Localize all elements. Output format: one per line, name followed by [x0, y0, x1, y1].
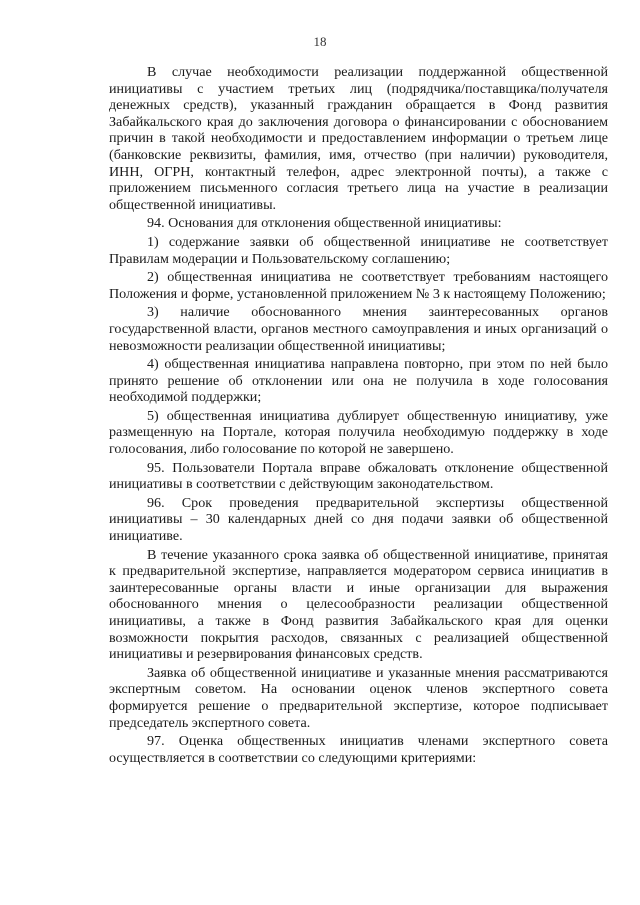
paragraph-96-review: В течение указанного срока заявка об общественной инициативе, принятая к предварительной экспертизе, направляется модератором сервиса инициатив в заинтересованные органы власти и иные организации для выражения обоснованного мнения о целесообразности реализации общественной инициативы, а также в Фонд развития Забайкальского края для оценки возможности покрытия расходов, связанных с реализацией общественной инициативы и резервирования финансовых средств.	[109, 546, 608, 663]
paragraph-94-item-4: 4) общественная инициатива направлена повторно, при этом по ней было принято решение об отклонении или она не получила в ходе голосования необходимой поддержки;	[109, 356, 608, 406]
paragraph-94-item-1: 1) содержание заявки об общественной инициативе не соответствует Правилам модерации и Пользовательскому соглашению;	[109, 233, 608, 267]
paragraph-94-heading: 94. Основания для отклонения общественной инициативы:	[147, 215, 502, 232]
paragraph-94-item-2: 2) общественная инициатива не соответствует требованиям настоящего Положения и форме, установленной приложением № 3 к настоящему Положению;	[109, 269, 608, 302]
paragraph-third-party: В случае необходимости реализации поддержанной общественной инициативы с участием третьих лиц (подрядчика/поставщика/получателя денежных средств), указанный гражданин обращается в Фонд развития Забайкальского края до заключения договора о финансировании с обоснованием причин в такой необходимости и предоставлением информации о третьем лице (банковские реквизиты, фамилия, имя, отчество (при наличии) руководителя, ИНН, ОГРН, контактный телефон, адрес электронной почты), а также с приложением письменного согласия третьего лица на участие в реализации общественной инициативы.	[109, 64, 608, 213]
paragraph-94-item-3: 3) наличие обоснованного мнения заинтересованных органов государственной власти, органов местного самоуправления и иных организаций о невозможности реализации общественной инициативы;	[109, 304, 608, 354]
paragraph-97: 97. Оценка общественных инициатив членами экспертного совета осуществляется в соответствии со следующими критериями:	[109, 733, 608, 766]
document-body	[109, 64, 608, 768]
page-number: 18	[313, 34, 327, 49]
paragraph-96-expert-council: Заявка об общественной инициативе и указанные мнения рассматриваются экспертным советом. На основании оценок членов экспертного совета формируется решение о предварительной экспертизе, которое подписывает председатель экспертного совета.	[109, 664, 608, 731]
paragraph-95: 95. Пользователи Портала вправе обжаловать отклонение общественной инициативы в соответствии с действующим законодательством.	[109, 459, 608, 493]
paragraph-96: 96. Срок проведения предварительной экспертизы общественной инициативы – 30 календарных дней со дня подачи заявки об общественной инициативе.	[109, 494, 608, 545]
paragraph-94-item-5: 5) общественная инициатива дублирует общественную инициативу, уже размещенную на Портале, которая получила необходимую поддержку в ходе голосования, либо голосование по которой не завершено.	[109, 407, 608, 458]
